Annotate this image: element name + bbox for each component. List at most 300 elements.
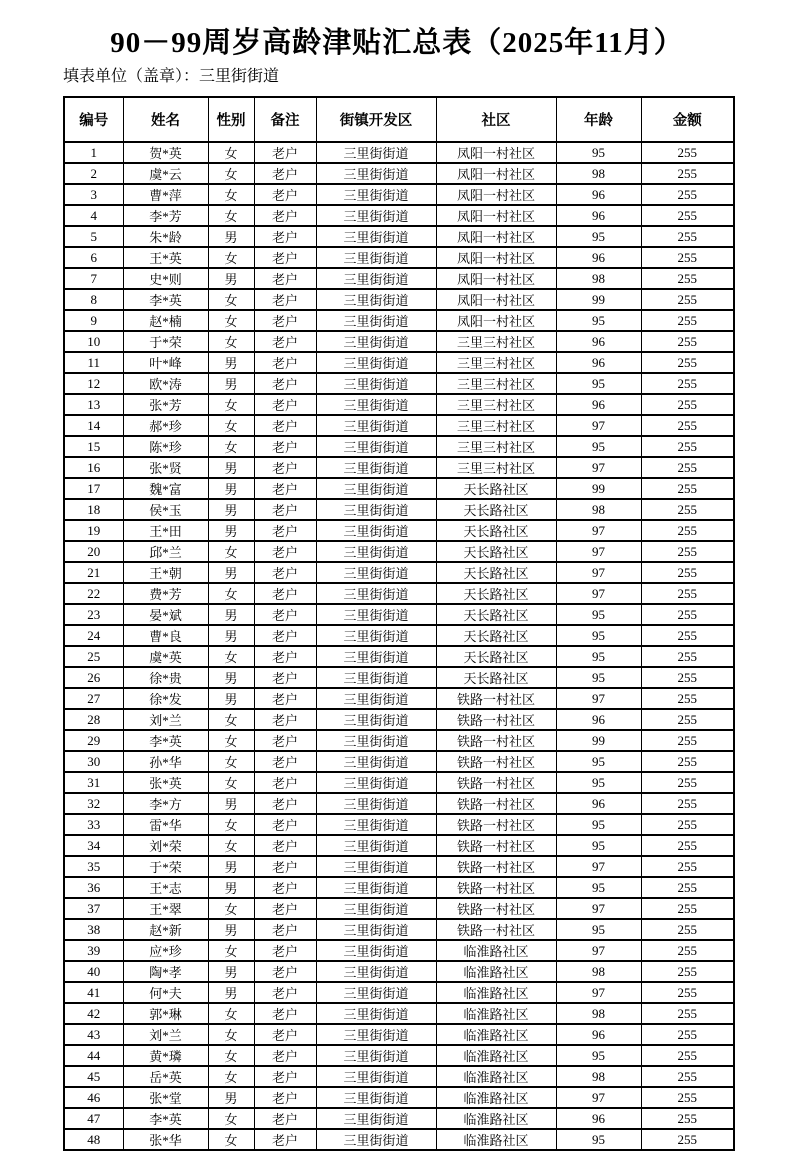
cell-gender: 男	[208, 961, 254, 982]
cell-note: 老户	[254, 667, 316, 688]
cell-gender: 女	[208, 940, 254, 961]
cell-name: 王*田	[123, 520, 208, 541]
cell-name: 黄*璘	[123, 1045, 208, 1066]
cell-age: 96	[556, 247, 641, 268]
cell-community: 凤阳一村社区	[436, 289, 556, 310]
cell-name: 费*芳	[123, 583, 208, 604]
cell-street: 三里街街道	[316, 751, 436, 772]
cell-amount: 255	[641, 898, 734, 919]
table-row	[64, 604, 734, 625]
cell-street: 三里街街道	[316, 814, 436, 835]
cell-id: 29	[64, 730, 123, 751]
cell-note: 老户	[254, 1045, 316, 1066]
column-header-name: 姓名	[123, 97, 208, 142]
cell-street: 三里街街道	[316, 982, 436, 1003]
table-row	[64, 667, 734, 688]
cell-street: 三里街街道	[316, 352, 436, 373]
cell-amount: 255	[641, 352, 734, 373]
cell-community: 临淮路社区	[436, 940, 556, 961]
cell-amount: 255	[641, 1045, 734, 1066]
cell-age: 97	[556, 520, 641, 541]
cell-age: 97	[556, 940, 641, 961]
cell-note: 老户	[254, 961, 316, 982]
cell-name: 李*英	[123, 1108, 208, 1129]
cell-gender: 男	[208, 793, 254, 814]
cell-note: 老户	[254, 499, 316, 520]
cell-community: 凤阳一村社区	[436, 268, 556, 289]
cell-amount: 255	[641, 709, 734, 730]
cell-name: 孙*华	[123, 751, 208, 772]
cell-age: 95	[556, 751, 641, 772]
table-row	[64, 331, 734, 352]
cell-gender: 女	[208, 583, 254, 604]
cell-name: 赵*新	[123, 919, 208, 940]
cell-id: 18	[64, 499, 123, 520]
cell-id: 33	[64, 814, 123, 835]
cell-street: 三里街街道	[316, 142, 436, 163]
cell-note: 老户	[254, 982, 316, 1003]
cell-gender: 男	[208, 268, 254, 289]
cell-community: 三里三村社区	[436, 415, 556, 436]
cell-name: 李*芳	[123, 205, 208, 226]
cell-street: 三里街街道	[316, 415, 436, 436]
cell-note: 老户	[254, 478, 316, 499]
table-row	[64, 415, 734, 436]
cell-id: 23	[64, 604, 123, 625]
header-row	[64, 97, 734, 142]
column-header-gender: 性别	[208, 97, 254, 142]
cell-amount: 255	[641, 310, 734, 331]
cell-community: 三里三村社区	[436, 457, 556, 478]
cell-gender: 女	[208, 1129, 254, 1150]
cell-age: 95	[556, 604, 641, 625]
cell-street: 三里街街道	[316, 562, 436, 583]
cell-amount: 255	[641, 982, 734, 1003]
cell-id: 25	[64, 646, 123, 667]
cell-id: 6	[64, 247, 123, 268]
cell-name: 张*贤	[123, 457, 208, 478]
table-row	[64, 247, 734, 268]
cell-note: 老户	[254, 457, 316, 478]
cell-id: 40	[64, 961, 123, 982]
cell-community: 三里三村社区	[436, 373, 556, 394]
cell-age: 98	[556, 268, 641, 289]
cell-gender: 男	[208, 877, 254, 898]
cell-name: 王*英	[123, 247, 208, 268]
cell-id: 45	[64, 1066, 123, 1087]
cell-age: 95	[556, 877, 641, 898]
cell-name: 虞*云	[123, 163, 208, 184]
form-unit-line: 填表单位（盖章）：三里街街道	[63, 68, 280, 85]
cell-name: 王*志	[123, 877, 208, 898]
cell-note: 老户	[254, 625, 316, 646]
cell-gender: 女	[208, 142, 254, 163]
cell-amount: 255	[641, 1024, 734, 1045]
cell-age: 95	[556, 625, 641, 646]
column-header-amount: 金额	[641, 97, 734, 142]
cell-id: 35	[64, 856, 123, 877]
cell-id: 42	[64, 1003, 123, 1024]
table-row	[64, 1087, 734, 1108]
cell-note: 老户	[254, 940, 316, 961]
cell-gender: 男	[208, 457, 254, 478]
cell-gender: 女	[208, 709, 254, 730]
cell-id: 26	[64, 667, 123, 688]
cell-age: 96	[556, 394, 641, 415]
cell-street: 三里街街道	[316, 499, 436, 520]
cell-street: 三里街街道	[316, 856, 436, 877]
cell-age: 95	[556, 310, 641, 331]
cell-name: 于*荣	[123, 331, 208, 352]
cell-name: 陈*珍	[123, 436, 208, 457]
table-row	[64, 310, 734, 331]
cell-note: 老户	[254, 709, 316, 730]
cell-name: 曹*良	[123, 625, 208, 646]
cell-age: 99	[556, 730, 641, 751]
cell-street: 三里街街道	[316, 709, 436, 730]
cell-id: 12	[64, 373, 123, 394]
cell-amount: 255	[641, 1087, 734, 1108]
cell-id: 39	[64, 940, 123, 961]
cell-amount: 255	[641, 751, 734, 772]
cell-note: 老户	[254, 646, 316, 667]
cell-note: 老户	[254, 1066, 316, 1087]
cell-age: 97	[556, 982, 641, 1003]
cell-name: 李*英	[123, 730, 208, 751]
cell-amount: 255	[641, 1129, 734, 1150]
cell-age: 98	[556, 163, 641, 184]
table-body	[64, 142, 734, 1150]
cell-id: 2	[64, 163, 123, 184]
cell-name: 史*则	[123, 268, 208, 289]
cell-id: 19	[64, 520, 123, 541]
cell-name: 应*珍	[123, 940, 208, 961]
cell-amount: 255	[641, 289, 734, 310]
table-row	[64, 1129, 734, 1150]
cell-id: 31	[64, 772, 123, 793]
cell-age: 96	[556, 709, 641, 730]
cell-note: 老户	[254, 1129, 316, 1150]
cell-gender: 男	[208, 856, 254, 877]
cell-note: 老户	[254, 1024, 316, 1045]
cell-street: 三里街街道	[316, 163, 436, 184]
cell-note: 老户	[254, 793, 316, 814]
cell-street: 三里街街道	[316, 310, 436, 331]
cell-street: 三里街街道	[316, 457, 436, 478]
cell-street: 三里街街道	[316, 541, 436, 562]
cell-note: 老户	[254, 856, 316, 877]
cell-community: 天长路社区	[436, 478, 556, 499]
cell-street: 三里街街道	[316, 205, 436, 226]
cell-age: 96	[556, 331, 641, 352]
cell-gender: 女	[208, 394, 254, 415]
table-row	[64, 877, 734, 898]
cell-street: 三里街街道	[316, 331, 436, 352]
cell-amount: 255	[641, 856, 734, 877]
cell-community: 临淮路社区	[436, 1066, 556, 1087]
cell-street: 三里街街道	[316, 961, 436, 982]
cell-name: 曹*萍	[123, 184, 208, 205]
cell-id: 8	[64, 289, 123, 310]
cell-community: 天长路社区	[436, 646, 556, 667]
cell-note: 老户	[254, 436, 316, 457]
cell-age: 96	[556, 352, 641, 373]
table-row	[64, 814, 734, 835]
table-row	[64, 793, 734, 814]
cell-community: 临淮路社区	[436, 961, 556, 982]
cell-note: 老户	[254, 163, 316, 184]
cell-name: 欧*涛	[123, 373, 208, 394]
cell-age: 98	[556, 1066, 641, 1087]
cell-age: 97	[556, 688, 641, 709]
column-header-note: 备注	[254, 97, 316, 142]
cell-age: 98	[556, 961, 641, 982]
cell-gender: 男	[208, 478, 254, 499]
table-row	[64, 478, 734, 499]
cell-community: 凤阳一村社区	[436, 310, 556, 331]
cell-age: 96	[556, 205, 641, 226]
cell-age: 95	[556, 919, 641, 940]
cell-note: 老户	[254, 541, 316, 562]
cell-note: 老户	[254, 226, 316, 247]
cell-community: 凤阳一村社区	[436, 142, 556, 163]
cell-gender: 男	[208, 982, 254, 1003]
cell-id: 34	[64, 835, 123, 856]
cell-street: 三里街街道	[316, 1003, 436, 1024]
cell-amount: 255	[641, 499, 734, 520]
table-row	[64, 919, 734, 940]
cell-gender: 女	[208, 751, 254, 772]
cell-amount: 255	[641, 205, 734, 226]
cell-age: 98	[556, 499, 641, 520]
cell-street: 三里街街道	[316, 688, 436, 709]
column-header-age: 年龄	[556, 97, 641, 142]
cell-id: 1	[64, 142, 123, 163]
cell-amount: 255	[641, 688, 734, 709]
cell-community: 临淮路社区	[436, 1108, 556, 1129]
table-row	[64, 163, 734, 184]
cell-amount: 255	[641, 478, 734, 499]
cell-community: 三里三村社区	[436, 331, 556, 352]
cell-age: 95	[556, 772, 641, 793]
cell-community: 铁路一村社区	[436, 730, 556, 751]
cell-gender: 女	[208, 814, 254, 835]
cell-community: 临淮路社区	[436, 982, 556, 1003]
column-header-community: 社区	[436, 97, 556, 142]
cell-note: 老户	[254, 835, 316, 856]
cell-gender: 女	[208, 184, 254, 205]
cell-gender: 女	[208, 289, 254, 310]
cell-community: 天长路社区	[436, 604, 556, 625]
cell-amount: 255	[641, 604, 734, 625]
cell-note: 老户	[254, 1108, 316, 1129]
table-row	[64, 142, 734, 163]
cell-id: 3	[64, 184, 123, 205]
table-row	[64, 730, 734, 751]
cell-street: 三里街街道	[316, 877, 436, 898]
cell-gender: 女	[208, 1045, 254, 1066]
cell-name: 赵*楠	[123, 310, 208, 331]
table-row	[64, 373, 734, 394]
cell-gender: 男	[208, 625, 254, 646]
cell-gender: 女	[208, 415, 254, 436]
table-row	[64, 1045, 734, 1066]
cell-gender: 男	[208, 1087, 254, 1108]
cell-id: 17	[64, 478, 123, 499]
cell-gender: 男	[208, 688, 254, 709]
cell-id: 20	[64, 541, 123, 562]
cell-id: 5	[64, 226, 123, 247]
cell-note: 老户	[254, 730, 316, 751]
cell-community: 临淮路社区	[436, 1024, 556, 1045]
cell-amount: 255	[641, 940, 734, 961]
cell-community: 铁路一村社区	[436, 814, 556, 835]
cell-id: 48	[64, 1129, 123, 1150]
cell-gender: 男	[208, 604, 254, 625]
cell-gender: 男	[208, 562, 254, 583]
cell-community: 临淮路社区	[436, 1087, 556, 1108]
cell-id: 21	[64, 562, 123, 583]
cell-street: 三里街街道	[316, 478, 436, 499]
cell-note: 老户	[254, 772, 316, 793]
cell-gender: 男	[208, 226, 254, 247]
cell-id: 27	[64, 688, 123, 709]
table-row	[64, 772, 734, 793]
table-row	[64, 226, 734, 247]
cell-id: 10	[64, 331, 123, 352]
cell-street: 三里街街道	[316, 436, 436, 457]
cell-community: 凤阳一村社区	[436, 205, 556, 226]
table-row	[64, 751, 734, 772]
cell-amount: 255	[641, 562, 734, 583]
cell-community: 天长路社区	[436, 562, 556, 583]
cell-name: 于*荣	[123, 856, 208, 877]
cell-note: 老户	[254, 289, 316, 310]
table-row	[64, 646, 734, 667]
cell-name: 王*朝	[123, 562, 208, 583]
cell-note: 老户	[254, 562, 316, 583]
table-row	[64, 184, 734, 205]
cell-amount: 255	[641, 226, 734, 247]
cell-community: 铁路一村社区	[436, 688, 556, 709]
cell-community: 天长路社区	[436, 583, 556, 604]
cell-community: 临淮路社区	[436, 1129, 556, 1150]
cell-age: 97	[556, 415, 641, 436]
cell-community: 铁路一村社区	[436, 751, 556, 772]
cell-note: 老户	[254, 919, 316, 940]
cell-gender: 男	[208, 499, 254, 520]
cell-gender: 女	[208, 1066, 254, 1087]
table-row	[64, 1024, 734, 1045]
cell-name: 邱*兰	[123, 541, 208, 562]
cell-age: 96	[556, 1024, 641, 1045]
cell-gender: 女	[208, 730, 254, 751]
cell-age: 97	[556, 457, 641, 478]
cell-age: 96	[556, 793, 641, 814]
page-title: 90－99周岁高龄津贴汇总表（2025年11月）	[110, 27, 684, 59]
cell-name: 雷*华	[123, 814, 208, 835]
cell-name: 郝*珍	[123, 415, 208, 436]
cell-age: 95	[556, 373, 641, 394]
cell-street: 三里街街道	[316, 247, 436, 268]
cell-note: 老户	[254, 814, 316, 835]
cell-amount: 255	[641, 1066, 734, 1087]
cell-community: 临淮路社区	[436, 1003, 556, 1024]
cell-id: 11	[64, 352, 123, 373]
cell-name: 徐*贵	[123, 667, 208, 688]
cell-name: 刘*荣	[123, 835, 208, 856]
cell-id: 41	[64, 982, 123, 1003]
cell-note: 老户	[254, 898, 316, 919]
cell-age: 97	[556, 562, 641, 583]
cell-age: 96	[556, 184, 641, 205]
cell-amount: 255	[641, 268, 734, 289]
table-row	[64, 1108, 734, 1129]
cell-street: 三里街街道	[316, 667, 436, 688]
cell-community: 三里三村社区	[436, 352, 556, 373]
cell-note: 老户	[254, 604, 316, 625]
cell-street: 三里街街道	[316, 1066, 436, 1087]
cell-age: 95	[556, 226, 641, 247]
cell-street: 三里街街道	[316, 184, 436, 205]
cell-community: 凤阳一村社区	[436, 163, 556, 184]
cell-street: 三里街街道	[316, 520, 436, 541]
cell-gender: 女	[208, 1108, 254, 1129]
cell-age: 97	[556, 541, 641, 562]
cell-community: 三里三村社区	[436, 436, 556, 457]
cell-age: 95	[556, 1129, 641, 1150]
subsidy-summary-table	[63, 96, 735, 1151]
cell-note: 老户	[254, 142, 316, 163]
cell-gender: 男	[208, 352, 254, 373]
cell-gender: 男	[208, 373, 254, 394]
cell-community: 天长路社区	[436, 667, 556, 688]
cell-street: 三里街街道	[316, 373, 436, 394]
cell-note: 老户	[254, 583, 316, 604]
cell-age: 97	[556, 1087, 641, 1108]
cell-street: 三里街街道	[316, 646, 436, 667]
cell-name: 刘*兰	[123, 709, 208, 730]
table-row	[64, 394, 734, 415]
cell-amount: 255	[641, 877, 734, 898]
cell-age: 97	[556, 898, 641, 919]
table-row	[64, 289, 734, 310]
cell-community: 铁路一村社区	[436, 772, 556, 793]
cell-amount: 255	[641, 646, 734, 667]
cell-street: 三里街街道	[316, 898, 436, 919]
cell-id: 43	[64, 1024, 123, 1045]
table-row	[64, 961, 734, 982]
cell-note: 老户	[254, 415, 316, 436]
cell-amount: 255	[641, 730, 734, 751]
cell-amount: 255	[641, 961, 734, 982]
cell-id: 14	[64, 415, 123, 436]
cell-age: 99	[556, 478, 641, 499]
cell-street: 三里街街道	[316, 268, 436, 289]
table-row	[64, 541, 734, 562]
cell-gender: 女	[208, 541, 254, 562]
cell-note: 老户	[254, 688, 316, 709]
cell-age: 96	[556, 1108, 641, 1129]
cell-name: 魏*富	[123, 478, 208, 499]
table-row	[64, 835, 734, 856]
table-row	[64, 625, 734, 646]
cell-age: 95	[556, 814, 641, 835]
table-row	[64, 205, 734, 226]
cell-id: 24	[64, 625, 123, 646]
cell-community: 临淮路社区	[436, 1045, 556, 1066]
cell-street: 三里街街道	[316, 1108, 436, 1129]
